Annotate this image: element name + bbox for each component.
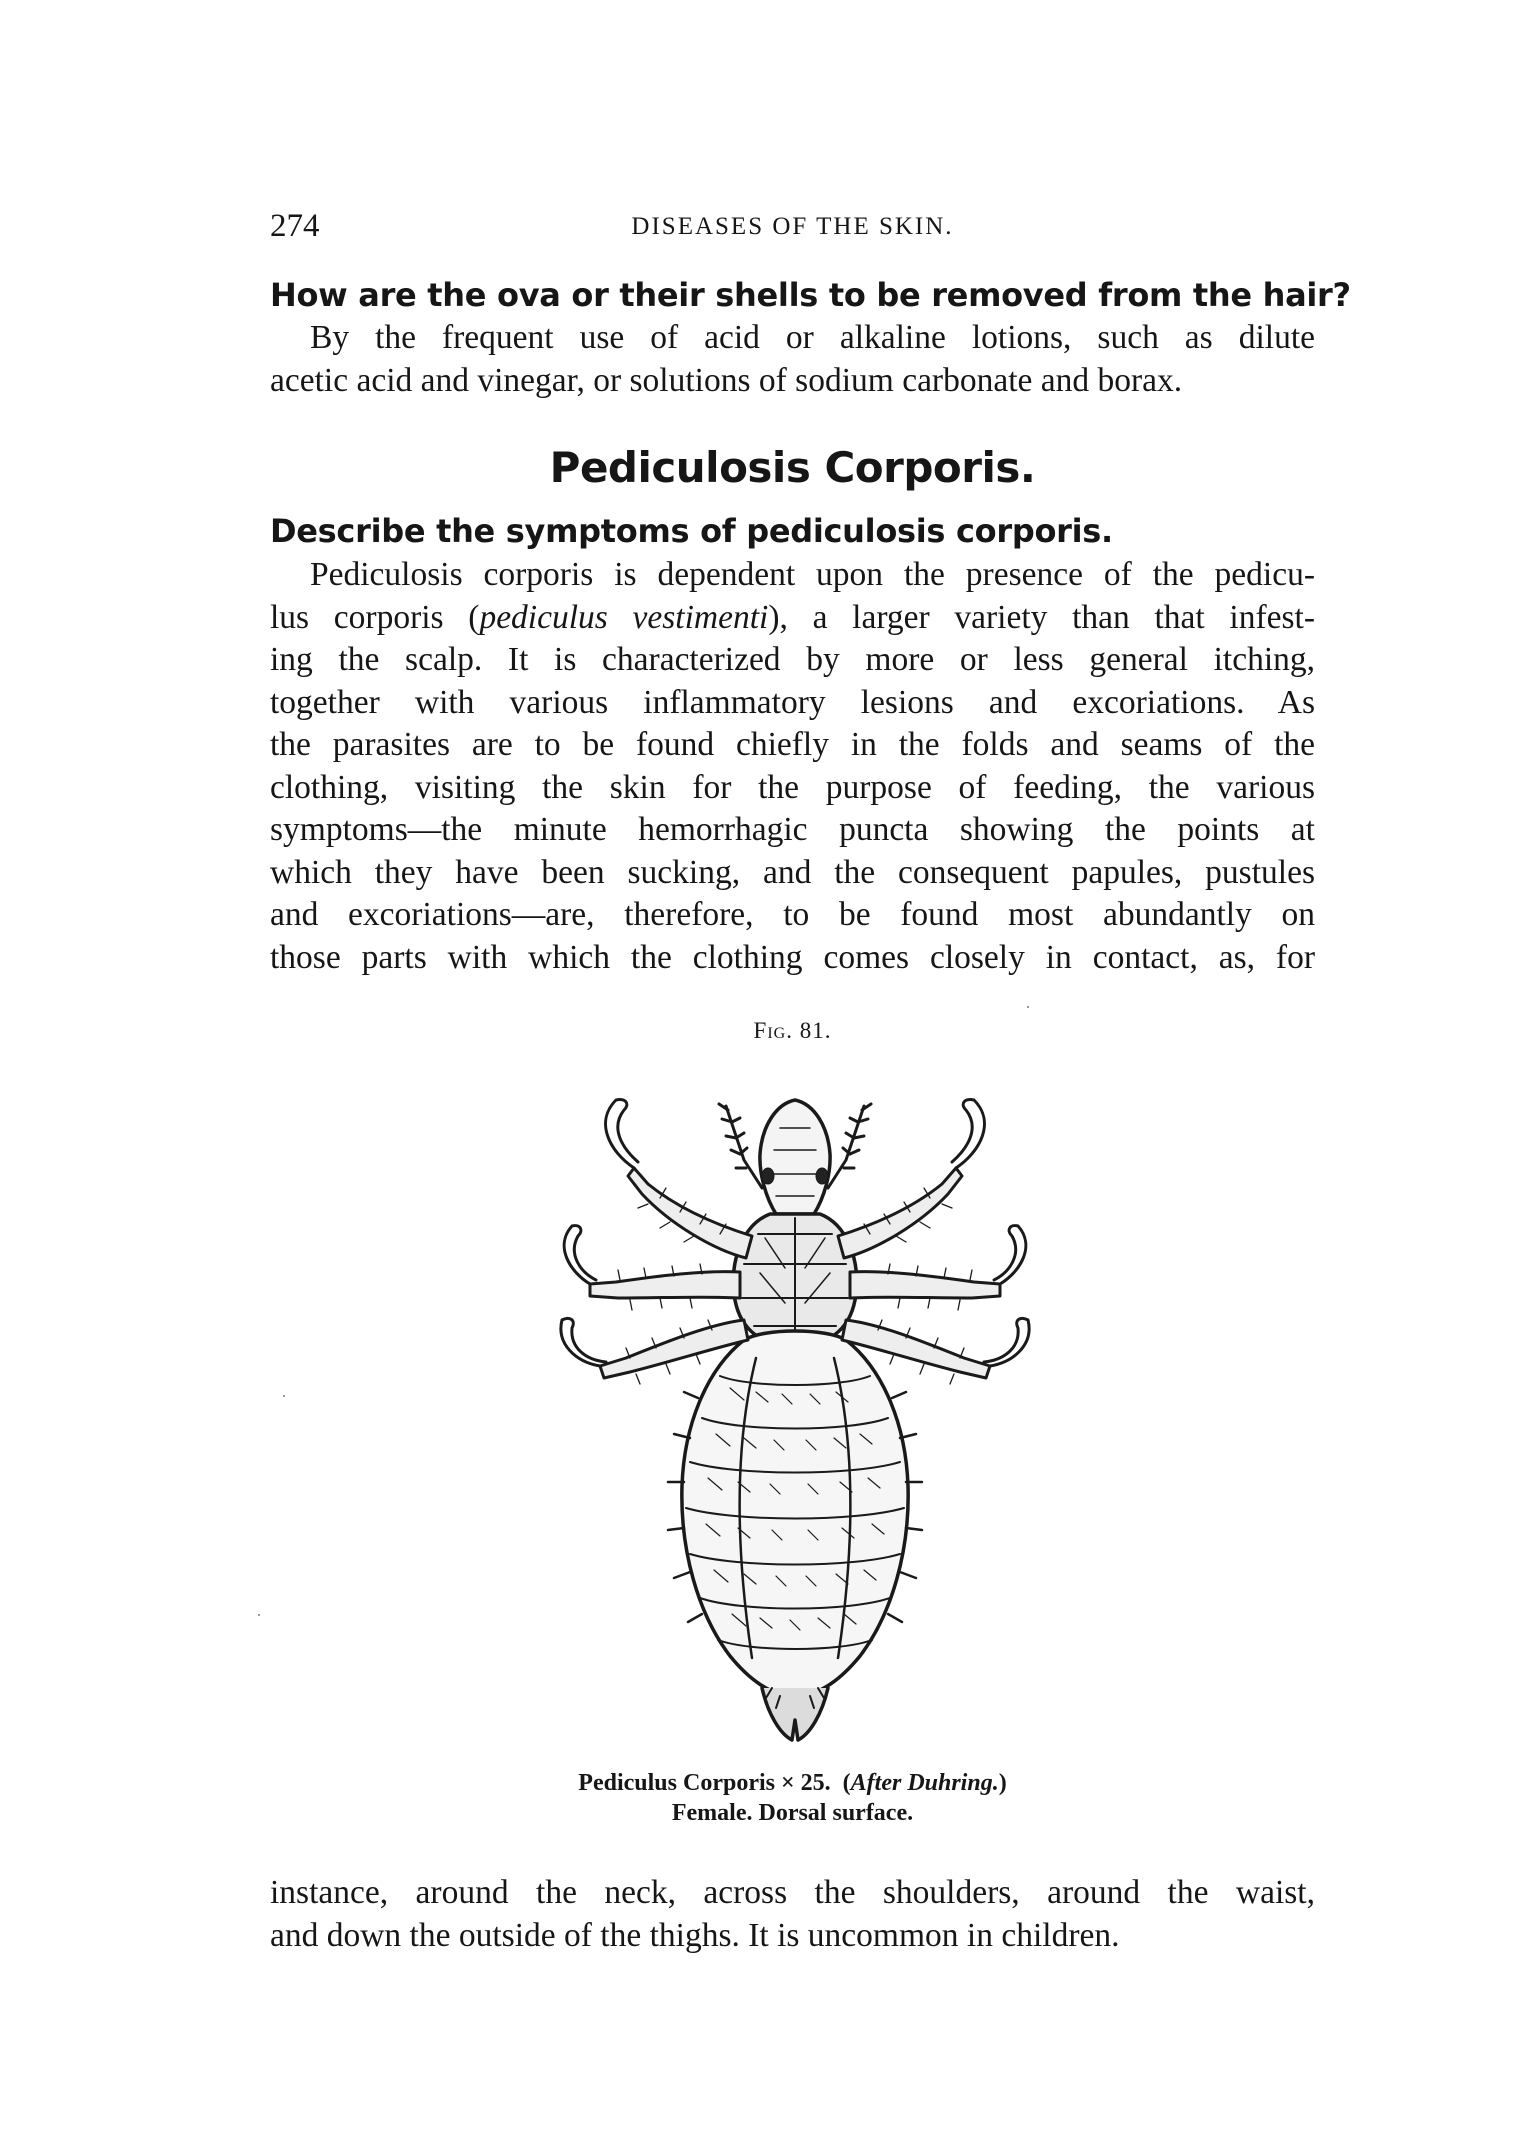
text-run: ), a larger variety than that infest- (768, 598, 1315, 636)
antenna-left (719, 1104, 762, 1188)
answer-line: ing the scalp. It is characterized by more or less general itching, (270, 641, 1315, 678)
antenna-right (828, 1104, 871, 1188)
answer-line: clothing, visiting the skin for the purpose of feeding, the various (270, 768, 1315, 806)
species-name-italic: pediculus vestimenti (479, 598, 769, 636)
answer-line: the parasites are to be found chiefly in the folds and seams of the (270, 726, 1315, 763)
answer-line: those parts with which the clothing comes closely in contact, as, for (270, 938, 1315, 976)
answer-line: together with various inflammatory lesions and excoriations. As (270, 683, 1315, 721)
answer-line: Pediculosis corporis is dependent upon the presence of the pedicu- (310, 556, 1315, 593)
continuation-paragraph (270, 1872, 1315, 1957)
head (760, 1100, 830, 1214)
tail (762, 1688, 828, 1740)
figure-caption-line1 (270, 1768, 1315, 1798)
answer-line: By the frequent use of acid or alkaline lotions, such as dilute (310, 319, 1315, 356)
answer-symptoms (270, 554, 1315, 979)
continuation-line: and down the outside of the thighs. It is uncommon in children. (270, 1916, 1120, 1954)
print-speck (1027, 1006, 1029, 1008)
page-number: 274 (270, 208, 320, 244)
answer-line: acetic acid and vinegar, or solutions of sodium carbonate and borax. (270, 361, 1183, 399)
louse-illustration (530, 1058, 1060, 1748)
text-run: lus corporis ( (270, 598, 480, 636)
answer-ova-removal (270, 317, 1315, 402)
leg-front-right (838, 1100, 984, 1258)
continuation-line: instance, around the neck, across the shoulders, around the waist, (270, 1874, 1315, 1911)
answer-line-with-italic (270, 597, 1315, 640)
answer-line: symptoms—the minute hemorrhagic puncta showing the points at (270, 811, 1315, 848)
question-ova-removal: How are the ova or their shells to be removed from the hair? (270, 276, 1351, 314)
running-title: DISEASES OF THE SKIN. (631, 213, 954, 240)
leg-front-left (606, 1100, 752, 1258)
figure-caption-line2: Female. Dorsal surface. (671, 1800, 914, 1826)
answer-line: and excoriations—are, therefore, to be found most abundantly on (270, 896, 1315, 933)
section-heading: Pediculosis Corporis. (549, 443, 1036, 492)
running-head (270, 208, 1315, 252)
caption-title: Pediculus Corporis × 25. (578, 1770, 831, 1796)
print-speck (283, 1395, 285, 1397)
louse-drawing (530, 1058, 1060, 1748)
caption-credit: (After Duhring.) (842, 1770, 1007, 1796)
figure-label: Fig. 81. (753, 1018, 832, 1043)
question-symptoms: Describe the symptoms of pediculosis corporis. (270, 512, 1113, 550)
answer-line: which they have been sucking, and the consequent papules, pustules (270, 853, 1315, 891)
print-speck (258, 1614, 260, 1616)
